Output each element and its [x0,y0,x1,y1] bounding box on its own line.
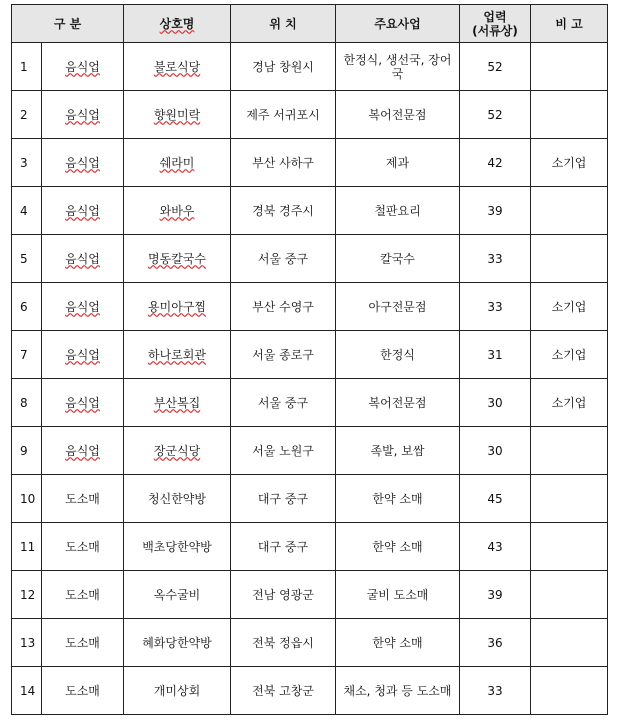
cell-category: 음식업 [42,427,124,475]
cell-no: 13 [12,619,42,667]
cell-note [531,43,608,91]
header-row [12,5,608,43]
cell-category: 음식업 [42,187,124,235]
cell-category: 음식업 [42,283,124,331]
table-row [12,139,608,187]
cell-name: 장군식당 [124,427,231,475]
cell-years: 52 [460,43,531,91]
header-business: 주요사업 [336,5,460,43]
cell-name: 하나로회관 [124,331,231,379]
table-row [12,187,608,235]
cell-category: 도소매 [42,571,124,619]
cell-location: 서울 종로구 [231,331,336,379]
cell-name: 와바우 [124,187,231,235]
cell-location: 제주 서귀포시 [231,91,336,139]
cell-location: 경남 창원시 [231,43,336,91]
cell-years: 30 [460,427,531,475]
cell-no: 12 [12,571,42,619]
cell-no: 7 [12,331,42,379]
table-row [12,523,608,571]
table-row [12,43,608,91]
cell-name: 부산복집 [124,379,231,427]
table-row [12,235,608,283]
cell-business: 한약 소매 [336,619,460,667]
cell-business: 복어전문점 [336,379,460,427]
table-row [12,283,608,331]
cell-business: 한약 소매 [336,523,460,571]
cell-business: 채소, 청과 등 도소매 [336,667,460,715]
cell-business: 칼국수 [336,235,460,283]
business-table [11,4,608,715]
cell-note [531,571,608,619]
header-note: 비 고 [531,5,608,43]
cell-no: 6 [12,283,42,331]
cell-category: 음식업 [42,331,124,379]
cell-location: 전남 영광군 [231,571,336,619]
cell-no: 3 [12,139,42,187]
cell-years: 43 [460,523,531,571]
cell-business: 굴비 도소매 [336,571,460,619]
cell-note [531,91,608,139]
header-years-line2: (서류상) [472,23,518,38]
cell-years: 33 [460,667,531,715]
cell-note: 소기업 [531,139,608,187]
table-row [12,379,608,427]
cell-years: 36 [460,619,531,667]
cell-note: 소기업 [531,283,608,331]
cell-category: 음식업 [42,139,124,187]
cell-location: 부산 사하구 [231,139,336,187]
header-years [460,5,531,43]
cell-no: 8 [12,379,42,427]
header-location: 위 치 [231,5,336,43]
cell-business: 한정식 [336,331,460,379]
cell-no: 10 [12,475,42,523]
cell-category: 음식업 [42,379,124,427]
table-row [12,475,608,523]
cell-category: 음식업 [42,43,124,91]
cell-name: 옥수굴비 [124,571,231,619]
cell-note [531,619,608,667]
cell-years: 52 [460,91,531,139]
cell-note [531,667,608,715]
cell-note: 소기업 [531,379,608,427]
cell-no: 4 [12,187,42,235]
cell-years: 30 [460,379,531,427]
cell-note [531,523,608,571]
cell-business: 아구전문점 [336,283,460,331]
cell-location: 대구 중구 [231,475,336,523]
cell-business: 복어전문점 [336,91,460,139]
cell-category: 도소매 [42,667,124,715]
cell-location: 전북 고창군 [231,667,336,715]
cell-business: 한정식, 생선국, 장어국 [336,43,460,91]
cell-name: 백초당한약방 [124,523,231,571]
cell-name: 청신한약방 [124,475,231,523]
cell-location: 서울 중구 [231,379,336,427]
cell-note [531,235,608,283]
cell-no: 11 [12,523,42,571]
cell-location: 서울 노원구 [231,427,336,475]
cell-business: 제과 [336,139,460,187]
cell-no: 2 [12,91,42,139]
cell-category: 도소매 [42,523,124,571]
cell-category: 음식업 [42,91,124,139]
cell-category: 도소매 [42,475,124,523]
cell-name: 개미상회 [124,667,231,715]
cell-name: 혜화당한약방 [124,619,231,667]
cell-no: 14 [12,667,42,715]
cell-note [531,427,608,475]
cell-years: 33 [460,235,531,283]
cell-name: 쉐라미 [124,139,231,187]
table-row [12,571,608,619]
cell-name: 명동칼국수 [124,235,231,283]
cell-no: 9 [12,427,42,475]
header-years-line1: 업력 [483,9,507,24]
cell-no: 5 [12,235,42,283]
cell-category: 음식업 [42,235,124,283]
cell-location: 대구 중구 [231,523,336,571]
cell-name: 용미아구찜 [124,283,231,331]
cell-name: 불로식당 [124,43,231,91]
cell-years: 33 [460,283,531,331]
cell-category: 도소매 [42,619,124,667]
cell-location: 서울 중구 [231,235,336,283]
cell-years: 42 [460,139,531,187]
table-row [12,619,608,667]
cell-years: 45 [460,475,531,523]
table-row [12,91,608,139]
cell-location: 부산 수영구 [231,283,336,331]
cell-note: 소기업 [531,331,608,379]
cell-location: 전북 정읍시 [231,619,336,667]
cell-years: 39 [460,187,531,235]
table-row [12,331,608,379]
cell-years: 39 [460,571,531,619]
cell-note [531,475,608,523]
table-row [12,427,608,475]
cell-no: 1 [12,43,42,91]
cell-name: 향원미락 [124,91,231,139]
cell-business: 철판요리 [336,187,460,235]
table-row [12,667,608,715]
cell-note [531,187,608,235]
cell-business: 족발, 보쌈 [336,427,460,475]
header-category: 구 분 [12,5,124,43]
cell-years: 31 [460,331,531,379]
cell-business: 한약 소매 [336,475,460,523]
header-name: 상호명 [124,5,231,43]
cell-location: 경북 경주시 [231,187,336,235]
